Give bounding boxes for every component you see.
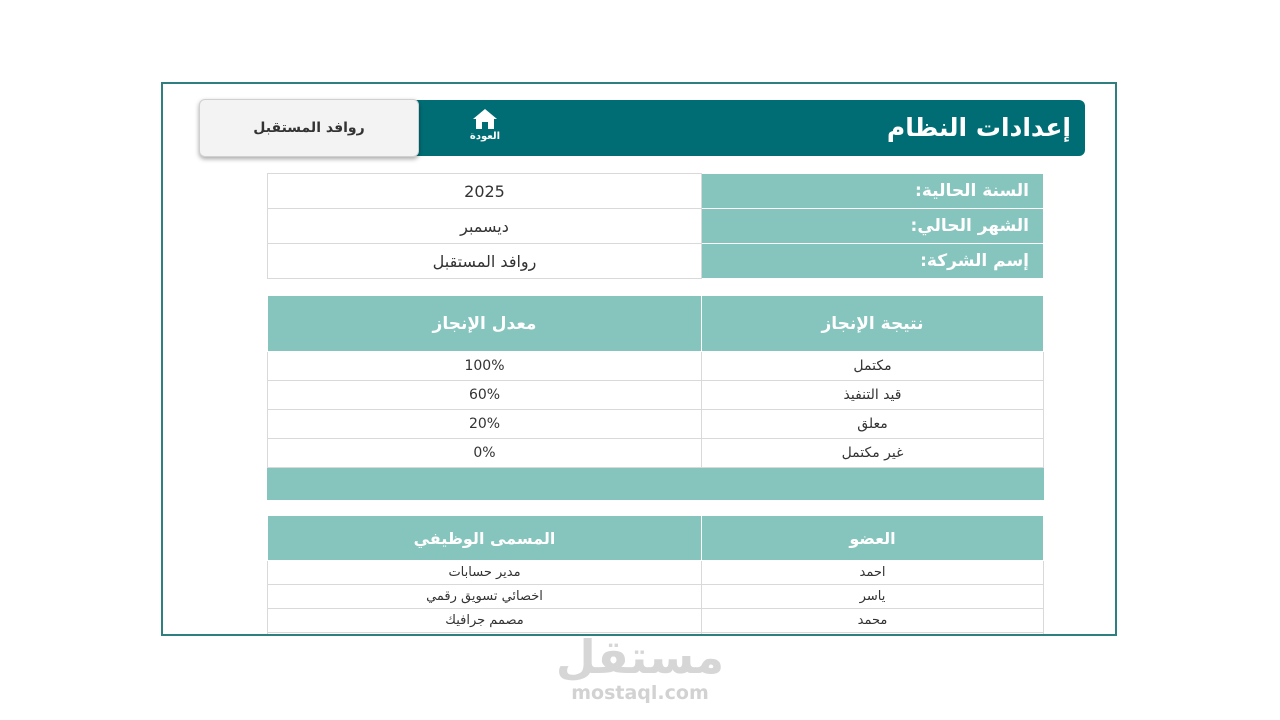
job-title-cell[interactable]: اخصائي تسويق رقمي <box>268 585 702 609</box>
result-cell[interactable]: معلق <box>702 410 1044 439</box>
home-label: العودة <box>469 131 501 142</box>
member-header: العضو <box>702 516 1044 561</box>
table-header-row <box>268 516 1044 561</box>
members-table <box>267 515 1044 636</box>
page-title: إعدادات النظام <box>886 113 1071 142</box>
job-title-cell[interactable]: مصمم جرافيك <box>268 609 702 633</box>
result-cell[interactable]: غير مكتمل <box>702 439 1044 468</box>
home-button[interactable] <box>457 106 513 150</box>
rate-cell[interactable]: 100% <box>268 352 702 381</box>
company-button[interactable]: روافد المستقبل <box>199 99 419 157</box>
table-row <box>268 561 1044 585</box>
rate-cell[interactable]: 60% <box>268 381 702 410</box>
settings-sheet <box>161 82 1117 636</box>
year-label: السنة الحالية: <box>702 174 1044 209</box>
company-value[interactable]: روافد المستقبل <box>268 244 702 279</box>
table-row <box>268 174 1044 209</box>
member-cell[interactable]: احمد <box>702 561 1044 585</box>
table-row <box>268 352 1044 381</box>
result-cell[interactable]: مكتمل <box>702 352 1044 381</box>
watermark-logo: مستقل <box>555 630 725 684</box>
watermark <box>540 632 740 704</box>
achievement-table <box>267 295 1044 500</box>
info-table <box>267 173 1044 279</box>
month-label: الشهر الحالي: <box>702 209 1044 244</box>
year-value[interactable]: 2025 <box>268 174 702 209</box>
rate-cell[interactable]: 0% <box>268 439 702 468</box>
table-footer-band <box>268 468 1044 500</box>
watermark-url: mostaql.com <box>571 682 709 704</box>
result-cell[interactable]: قيد التنفيذ <box>702 381 1044 410</box>
table-row <box>268 244 1044 279</box>
table-row <box>268 381 1044 410</box>
member-cell[interactable]: محمد <box>702 609 1044 633</box>
result-header: نتيجة الإنجاز <box>702 296 1044 352</box>
month-value[interactable]: ديسمبر <box>268 209 702 244</box>
table-header-row <box>268 296 1044 352</box>
table-row <box>268 410 1044 439</box>
rate-cell[interactable]: 20% <box>268 410 702 439</box>
table-row <box>268 439 1044 468</box>
member-cell[interactable] <box>702 633 1044 637</box>
job-title-header: المسمى الوظيفي <box>268 516 702 561</box>
member-cell[interactable]: ياسر <box>702 585 1044 609</box>
company-label: إسم الشركة: <box>702 244 1044 279</box>
table-row <box>268 209 1044 244</box>
footer-band <box>268 468 1044 500</box>
home-icon <box>472 108 498 130</box>
table-row <box>268 585 1044 609</box>
table-row <box>268 609 1044 633</box>
rate-header: معدل الإنجاز <box>268 296 702 352</box>
job-title-cell[interactable]: مدير حسابات <box>268 561 702 585</box>
